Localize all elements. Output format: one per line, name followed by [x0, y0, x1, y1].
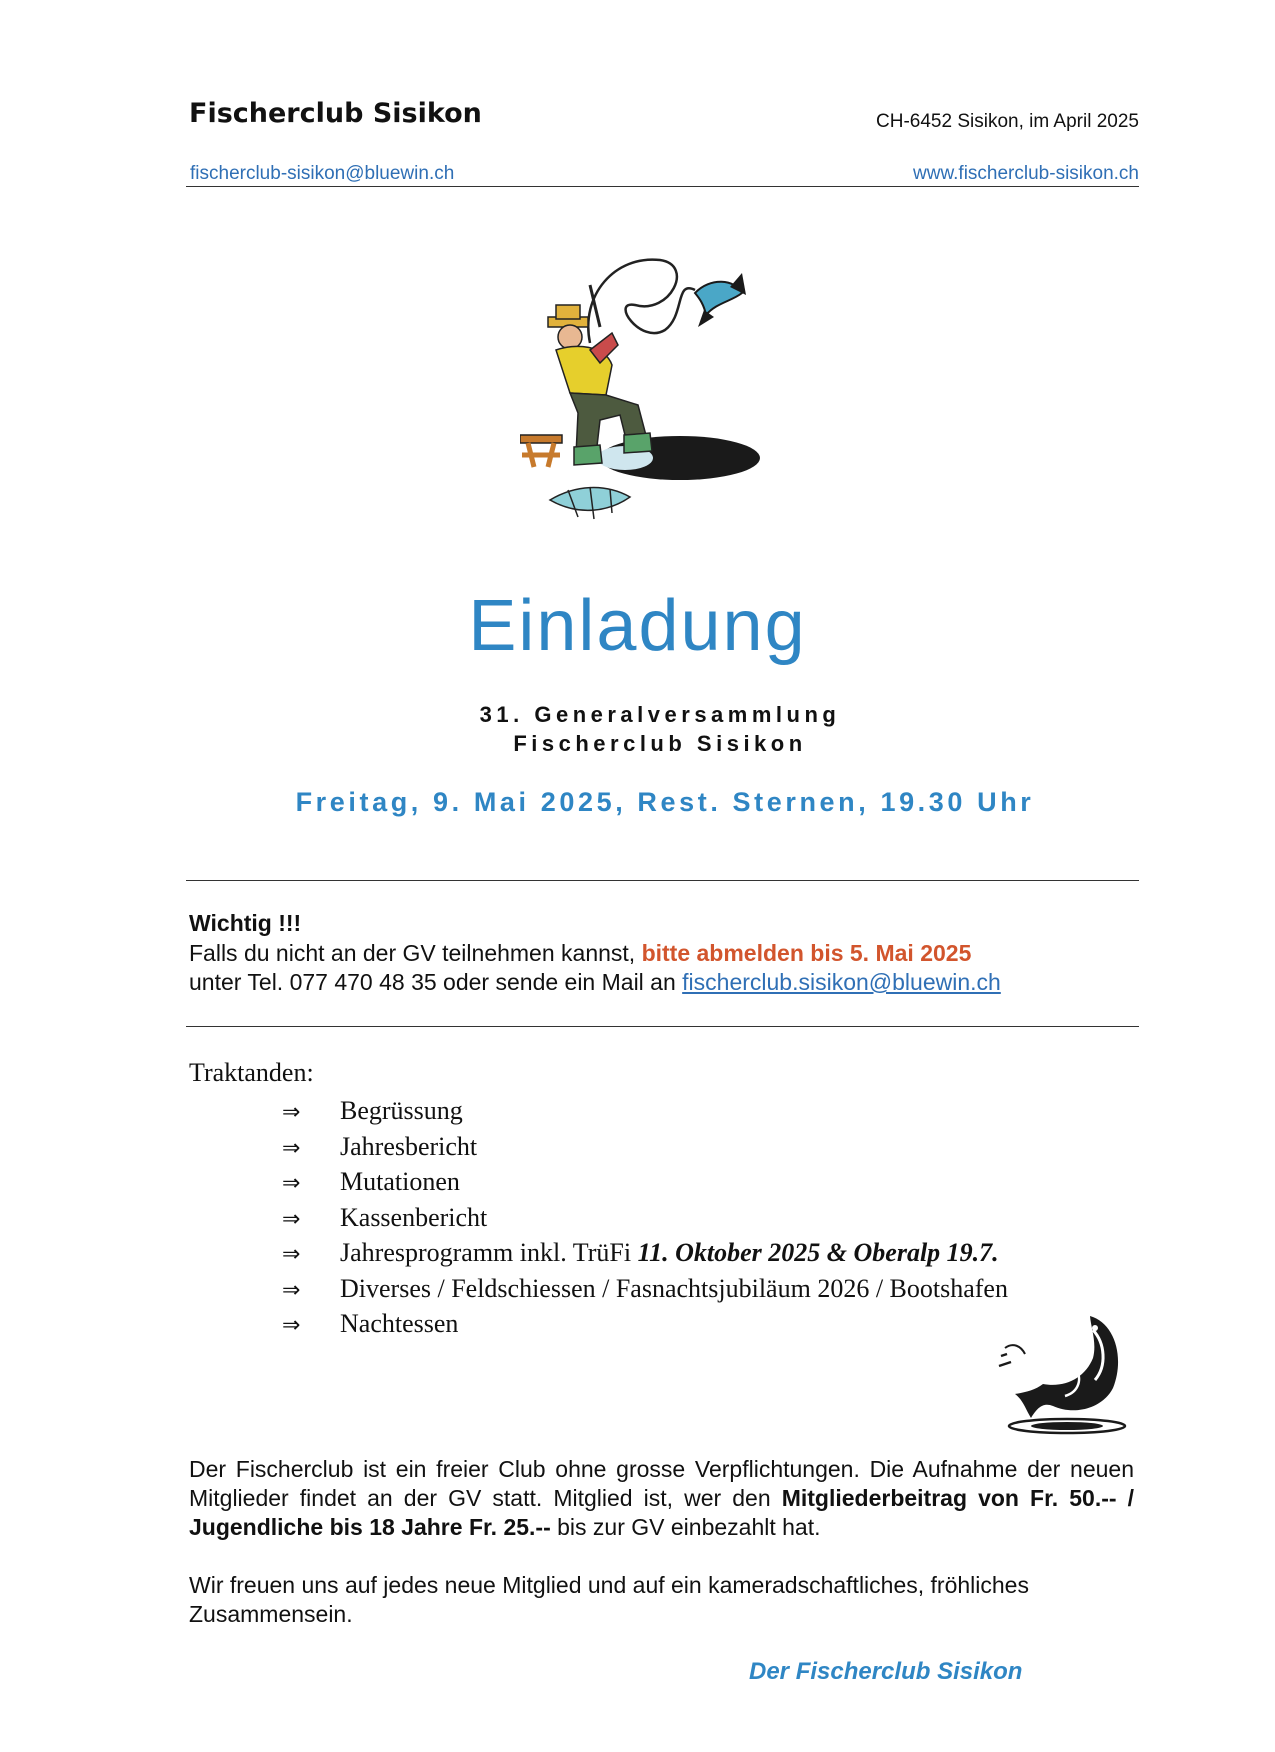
header-email-link[interactable]: fischerclub-sisikon@bluewin.ch [190, 163, 455, 184]
agenda-item [282, 1200, 1008, 1236]
subtitle-line-1: 31. Generalversammlung [479, 702, 841, 727]
header-divider [186, 186, 1139, 187]
agenda-list [282, 1093, 1008, 1342]
membership-text-a: Der Fischerclub ist ein freier Club ohne grosse Verpflichtungen. Die Aufnahme der neuen Mitglieder findet an der GV statt. Mitglied ist, wer den [189, 1456, 1134, 1511]
jumping-fish-icon [995, 1308, 1135, 1438]
agenda-item [282, 1235, 1008, 1271]
agenda-item [282, 1271, 1008, 1307]
notice-text-2: unter Tel. 077 470 48 35 oder sende ein Mail an [189, 969, 683, 995]
place-date: CH-6452 Sisikon, im April 2025 [876, 111, 1139, 132]
agenda-item [282, 1129, 1008, 1165]
agenda-item [282, 1306, 1008, 1342]
agenda-item-text: Jahresbericht [340, 1131, 478, 1161]
agenda-item-text: Nachtessen [340, 1309, 459, 1338]
membership-paragraph [189, 1455, 1134, 1542]
club-name: Fischerclub Sisikon [189, 98, 482, 129]
arrow-right-icon: ⇒ [282, 1135, 301, 1161]
membership-text-b: bis zur GV einbezahlt hat. [550, 1514, 821, 1540]
agenda-item-text: Diverses / Feldschiessen / Fasnachtsjubiläum 2026 / Bootshafen [340, 1273, 1008, 1303]
agenda-item-text: Begrüssung [340, 1096, 463, 1125]
arrow-right-icon: ⇒ [282, 1277, 301, 1303]
arrow-right-icon: ⇒ [282, 1242, 301, 1267]
notice-line-1 [189, 940, 971, 967]
agenda-item [282, 1164, 1008, 1200]
arrow-right-icon: ⇒ [282, 1206, 301, 1232]
notice-line-2 [189, 969, 1001, 996]
header-website-link[interactable]: www.fischerclub-sisikon.ch [913, 163, 1139, 184]
notice-divider-top [186, 880, 1139, 881]
agenda-item-text: Mutationen [340, 1167, 460, 1196]
notice-email-link[interactable]: fischerclub.sisikon@bluewin.ch [682, 969, 1001, 995]
angler-illustration [520, 255, 770, 535]
notice-text-1: Falls du nicht an der GV teilnehmen kannst, [189, 940, 642, 966]
agenda-item-text: Jahresprogramm inkl. TrüFi [340, 1238, 638, 1267]
event-date-line: Freitag, 9. Mai 2025, Rest. Sternen, 19.30 Uhr [295, 787, 1035, 817]
jumping-fish-illustration [995, 1308, 1135, 1438]
membership-fee: Mitgliederbeitrag von Fr. 50.-- / Jugendliche bis 18 Jahre Fr. 25.-- [189, 1485, 1134, 1540]
agenda-item-emphasis: 11. Oktober 2025 & Oberalp 19.7. [637, 1238, 999, 1267]
arrow-right-icon: ⇒ [282, 1171, 301, 1196]
agenda-item [282, 1093, 1008, 1129]
agenda-item-text: Kassenbericht [340, 1202, 488, 1232]
signature: Der Fischerclub Sisikon [749, 1658, 1023, 1685]
arrow-right-icon: ⇒ [282, 1313, 301, 1338]
arrow-right-icon: ⇒ [282, 1100, 301, 1125]
deregister-deadline: bitte abmelden bis 5. Mai 2025 [641, 940, 972, 966]
notice-heading: Wichtig !!! [189, 910, 302, 936]
agenda-heading: Traktanden: [189, 1058, 314, 1087]
subtitle-line-2: Fischerclub Sisikon [513, 731, 807, 756]
page-title: Einladung [468, 586, 807, 666]
notice-divider-bottom [186, 1026, 1139, 1027]
angler-icon [520, 255, 770, 535]
closing-paragraph: Wir freuen uns auf jedes neue Mitglied und auf ein kameradschaftliches, fröhliches Zusammensein. [189, 1572, 1029, 1627]
